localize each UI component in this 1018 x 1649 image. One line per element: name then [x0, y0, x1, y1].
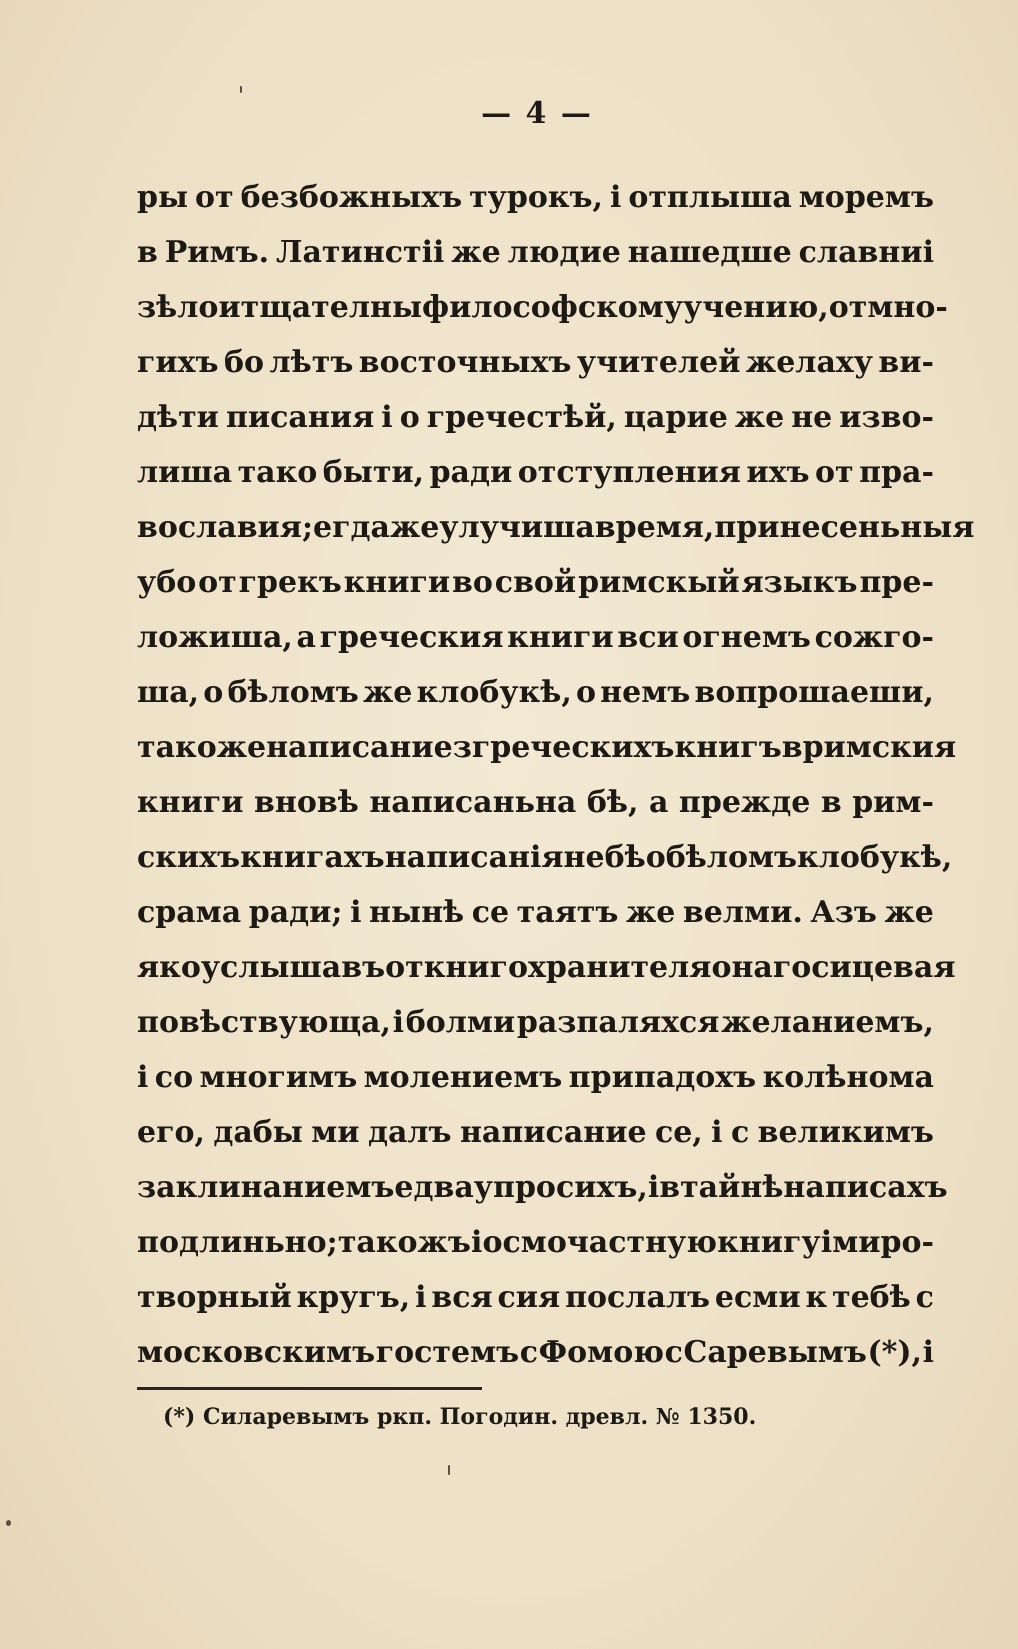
word: таятъ — [516, 895, 619, 930]
word: учителей — [576, 345, 741, 380]
word: убо — [137, 565, 197, 600]
word: велми. — [682, 895, 803, 930]
word: ложиша, — [137, 620, 293, 655]
word: от — [385, 950, 424, 985]
word: такоже — [137, 730, 267, 765]
word: языкъ — [741, 565, 858, 600]
text-line — [137, 1050, 934, 1105]
word: книгу — [717, 1225, 821, 1260]
word: безбожныхъ — [240, 180, 463, 215]
text-line — [137, 775, 934, 830]
text-line — [137, 445, 934, 500]
word: срама — [137, 895, 242, 930]
word: подлиньно; — [137, 1225, 338, 1260]
word: в — [820, 785, 842, 820]
word: і — [470, 1225, 483, 1260]
word: славниі — [798, 235, 934, 270]
word: людие — [507, 235, 621, 270]
word: егда — [313, 510, 390, 545]
word: книги — [507, 620, 614, 655]
word: от — [815, 455, 854, 490]
text-line — [137, 1105, 934, 1160]
text-line — [137, 1270, 934, 1325]
word: турокъ, — [469, 180, 603, 215]
word: отступления — [517, 455, 741, 490]
word: написанія — [384, 840, 564, 875]
page-number: — 4 — — [481, 96, 593, 131]
word: вновѣ — [254, 785, 359, 820]
word: гречестѣй, — [426, 400, 617, 435]
word: лѣтъ — [269, 345, 354, 380]
word: колѣнома — [762, 1060, 934, 1095]
word: послалъ — [565, 1280, 711, 1315]
word: заклинаниемъ — [137, 1170, 395, 1205]
word: немъ — [600, 675, 691, 710]
word: і — [711, 1115, 723, 1150]
word: рим- — [852, 785, 934, 820]
text-line — [137, 940, 956, 995]
word: в — [781, 730, 803, 765]
word: принесеньныя — [714, 510, 975, 545]
word: книгъ — [674, 730, 782, 765]
text-line — [137, 1215, 934, 1270]
word: царие — [623, 400, 728, 435]
word: мно- — [867, 290, 948, 325]
word: і — [820, 1225, 833, 1260]
word: такожъ — [337, 1225, 471, 1260]
word: от — [828, 290, 868, 325]
text-line — [137, 225, 934, 280]
word: не — [791, 400, 833, 435]
text-line — [137, 1325, 934, 1380]
text-line — [137, 1160, 948, 1215]
word: і — [647, 1170, 660, 1205]
word: и — [218, 290, 241, 325]
word: тщателны — [240, 290, 423, 325]
text-line — [137, 390, 934, 445]
word: прежде — [678, 785, 811, 820]
word: Латинстіі — [275, 235, 445, 270]
word: с — [915, 1280, 934, 1315]
footnote-divider — [137, 1387, 482, 1390]
word: пре- — [859, 565, 934, 600]
word: свой — [494, 565, 577, 600]
word: а — [296, 620, 316, 655]
word: вопрошаеши, — [694, 675, 934, 710]
word: кругъ, — [296, 1280, 411, 1315]
word: написахъ — [783, 1170, 948, 1205]
word: греческия — [319, 620, 504, 655]
text-line — [137, 500, 975, 555]
word: яко — [137, 950, 201, 985]
word: услышавъ — [200, 950, 386, 985]
word: онаго — [711, 950, 812, 985]
word: написаньна — [369, 785, 577, 820]
word: і — [381, 400, 393, 435]
word: едва — [394, 1170, 474, 1205]
word: с — [519, 1335, 539, 1370]
word: гихъ — [137, 345, 219, 380]
text-line — [137, 610, 934, 665]
word: бѣ, — [586, 785, 639, 820]
word: московскимъ — [137, 1335, 376, 1370]
word: ры — [137, 180, 189, 215]
word: дабы — [213, 1115, 303, 1150]
word: се — [471, 895, 510, 930]
word: Саревымъ — [683, 1335, 867, 1370]
word: пра- — [859, 455, 934, 490]
word: ихъ — [746, 455, 810, 490]
word: же — [884, 895, 934, 930]
word: молениемъ — [363, 1060, 563, 1095]
word: отплыша — [628, 180, 792, 215]
word: миро- — [832, 1225, 934, 1260]
word: з — [452, 730, 472, 765]
word: і — [609, 180, 622, 215]
word: клобукѣ, — [416, 675, 572, 710]
text-line — [137, 995, 934, 1050]
word: і — [415, 1280, 427, 1315]
word: вся — [431, 1280, 493, 1315]
word: в — [659, 1170, 681, 1205]
word: с — [730, 1115, 750, 1150]
word: дѣти — [137, 400, 219, 435]
word: к — [805, 1280, 828, 1315]
word: упросихъ, — [473, 1170, 648, 1205]
word: не — [563, 840, 605, 875]
word: і — [137, 1060, 149, 1095]
word: припадохъ — [568, 1060, 757, 1095]
paper-speck — [240, 86, 242, 93]
word: ви- — [878, 345, 934, 380]
word: разпаляхся — [516, 1005, 720, 1040]
word: бѣ — [604, 840, 646, 875]
word: есми — [714, 1280, 801, 1315]
word: ша, — [137, 675, 200, 710]
word: римския — [802, 730, 957, 765]
word: изво- — [839, 400, 934, 435]
word: нашедше — [627, 235, 792, 270]
word: ради — [429, 455, 513, 490]
word: тако — [237, 455, 318, 490]
word: в — [137, 235, 158, 270]
word: повѣствующа, — [137, 1005, 391, 1040]
word: Римъ. — [164, 235, 270, 270]
word: написание — [266, 730, 453, 765]
word: бо — [224, 345, 265, 380]
word: вси — [617, 620, 679, 655]
text-line — [137, 555, 934, 610]
paper-speck — [6, 1520, 11, 1526]
word: бѣломъ — [665, 840, 798, 875]
text-line — [137, 335, 934, 390]
text-line — [137, 830, 953, 885]
word: же — [389, 510, 440, 545]
word: ради; — [248, 895, 343, 930]
word: нынѣ — [369, 895, 465, 930]
word: сожго- — [814, 620, 934, 655]
word: быти, — [322, 455, 425, 490]
word: далъ — [367, 1115, 452, 1150]
word: желаниемъ, — [721, 1005, 934, 1040]
word: болми — [405, 1005, 516, 1040]
word: со — [154, 1060, 194, 1095]
text-line — [137, 720, 957, 775]
word: философскому — [422, 290, 684, 325]
word: книги — [137, 785, 244, 820]
word: і — [922, 1335, 934, 1370]
word: о — [203, 675, 224, 710]
word: во — [452, 565, 493, 600]
word: же — [734, 400, 785, 435]
word: римскый — [578, 565, 740, 600]
word: время, — [594, 510, 715, 545]
word: ми — [311, 1115, 360, 1150]
word: сицевая — [811, 950, 956, 985]
footnote: (*) Силаревымъ ркп. Погодин. древл. № 1350. — [163, 1404, 757, 1430]
word: книгохранителя — [423, 950, 712, 985]
word: і — [392, 1005, 405, 1040]
word: грекъ — [238, 565, 342, 600]
word: книгахъ — [240, 840, 385, 875]
word: огнемъ — [682, 620, 811, 655]
text-line — [137, 885, 934, 940]
word: же — [625, 895, 676, 930]
word: се, — [654, 1115, 703, 1150]
word: тебѣ — [831, 1280, 911, 1315]
word: писания — [225, 400, 375, 435]
word: клобукѣ, — [797, 840, 953, 875]
word: же — [363, 675, 413, 710]
word: осмочастную — [482, 1225, 718, 1260]
word: творный — [137, 1280, 292, 1315]
word: бѣломъ — [227, 675, 359, 710]
word: написание — [459, 1115, 647, 1150]
word: желаху — [745, 345, 873, 380]
text-line — [137, 170, 934, 225]
word: вославия; — [137, 510, 314, 545]
word: гостемъ — [375, 1335, 520, 1370]
word: зѣло — [137, 290, 219, 325]
word: восточныхъ — [358, 345, 572, 380]
word: же — [451, 235, 501, 270]
word: і — [350, 895, 362, 930]
word: учению, — [683, 290, 829, 325]
word: греческихъ — [471, 730, 675, 765]
word: о — [399, 400, 420, 435]
word: о — [575, 675, 596, 710]
body-text — [137, 170, 975, 1380]
word: о — [645, 840, 666, 875]
word: лиша — [137, 455, 233, 490]
word: с — [664, 1335, 683, 1370]
paper-speck — [448, 1465, 450, 1475]
word: многимъ — [199, 1060, 358, 1095]
word: (*), — [867, 1335, 922, 1370]
word: тайнѣ — [680, 1170, 784, 1205]
word: великимъ — [757, 1115, 934, 1150]
word: скихъ — [137, 840, 241, 875]
word: Азъ — [810, 895, 877, 930]
word: от — [195, 180, 234, 215]
word: книги — [343, 565, 451, 600]
word: моремъ — [798, 180, 934, 215]
text-line — [137, 280, 948, 335]
text-line — [137, 665, 934, 720]
word: а — [648, 785, 669, 820]
word: его, — [137, 1115, 205, 1150]
word: от — [198, 565, 237, 600]
word: Фомою — [538, 1335, 664, 1370]
word: сия — [497, 1280, 561, 1315]
word: улучиша — [439, 510, 595, 545]
